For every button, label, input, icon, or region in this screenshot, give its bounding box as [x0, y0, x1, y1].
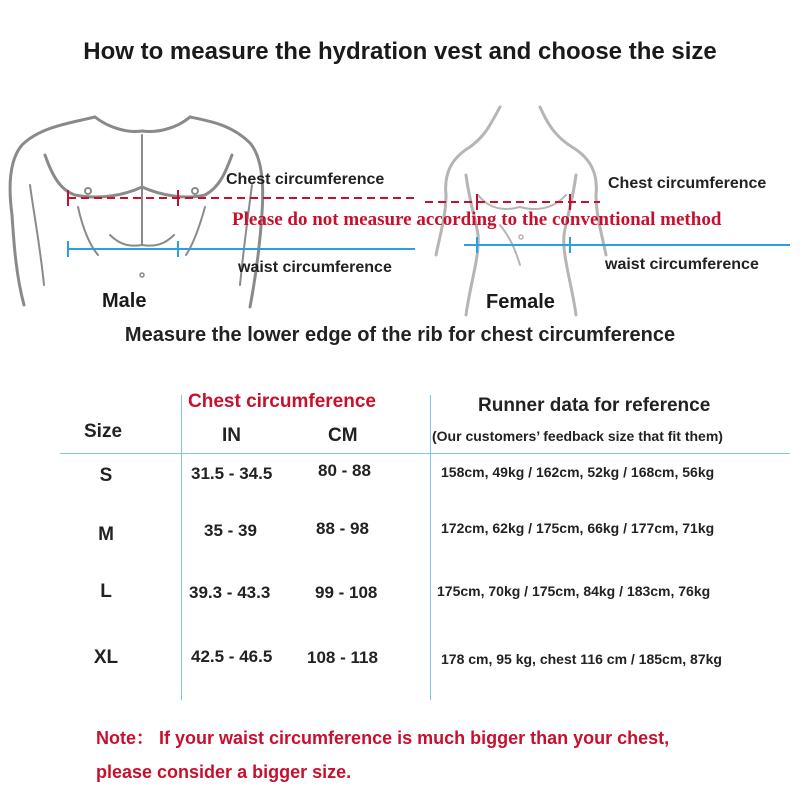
ref-cell: 172cm, 62kg / 175cm, 66kg / 177cm, 71kg — [441, 520, 715, 536]
note-line-1: Note： If your waist circumference is much bigger than your chest, — [96, 728, 670, 748]
ref-header: Runner data for reference — [478, 395, 711, 416]
cm-cell: 99 - 108 — [315, 583, 378, 602]
chest-header: Chest circumference — [188, 391, 376, 412]
ref-cell: 158cm, 49kg / 162cm, 52kg / 168cm, 56kg — [441, 464, 715, 480]
in-cell: 35 - 39 — [204, 521, 257, 540]
cm-cell: 108 - 118 — [307, 648, 378, 667]
in-cell: 31.5 - 34.5 — [191, 464, 273, 483]
in-cell: 39.3 - 43.3 — [189, 583, 271, 602]
size-cell: L — [100, 581, 112, 602]
male-waist-label: waist circumference — [238, 259, 392, 276]
female-waist-label: waist circumference — [605, 256, 759, 273]
table-divider-left — [181, 395, 182, 700]
cm-header: CM — [328, 425, 358, 446]
ref-cell: 178 cm, 95 kg, chest 116 cm / 185cm, 87kg — [441, 651, 722, 667]
male-waist-line — [68, 241, 415, 257]
in-cell: 42.5 - 46.5 — [191, 647, 273, 666]
measurement-warning: Please do not measure according to the conventional method — [232, 209, 722, 230]
instruction-text: Measure the lower edge of the rib for chest circumference — [124, 324, 676, 346]
table-divider-right — [430, 395, 431, 700]
size-header: Size — [84, 421, 123, 442]
male-label: Male — [102, 290, 147, 312]
male-chest-line — [68, 190, 415, 206]
male-chest-label: Chest circumference — [226, 171, 385, 188]
cm-cell: 88 - 98 — [316, 519, 369, 538]
male-torso-figure — [10, 117, 263, 307]
cm-cell: 80 - 88 — [318, 461, 371, 480]
size-cell: M — [98, 524, 114, 545]
ref-subheader: (Our customers’ feedback size that fit them) — [432, 428, 723, 444]
female-chest-label: Chest circumference — [608, 175, 767, 192]
female-label: Female — [486, 291, 555, 313]
note-line-2: please consider a bigger size. — [96, 762, 352, 782]
size-cell: S — [99, 465, 113, 486]
female-waist-line — [464, 237, 790, 253]
page-title: How to measure the hydration vest and choose the size — [83, 38, 717, 65]
size-cell: XL — [93, 647, 119, 668]
table-header-divider — [60, 453, 790, 454]
in-header: IN — [222, 425, 241, 446]
ref-cell: 175cm, 70kg / 175cm, 84kg / 183cm, 76kg — [437, 583, 711, 599]
